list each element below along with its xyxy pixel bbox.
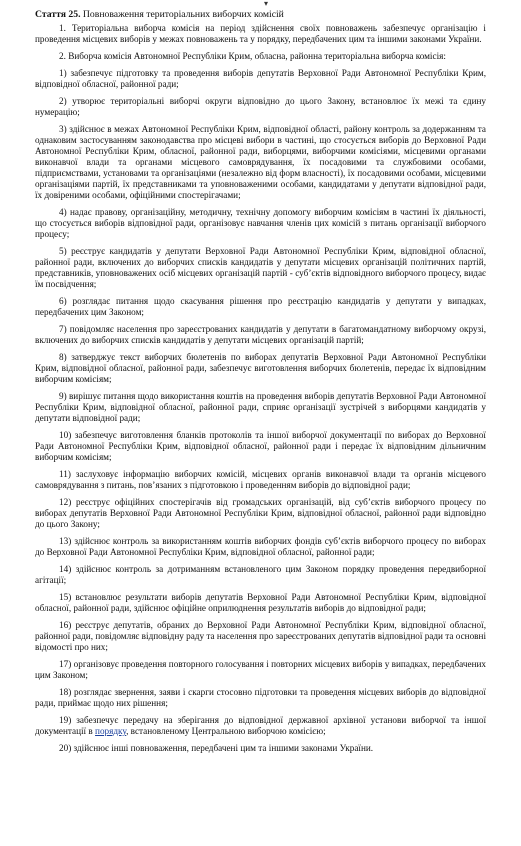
clause-19-text-before: 19) забезпечує передачу на зберігання до відповідної державної архівної установи виборчої та іншої документації в (35, 715, 486, 736)
clause-8: 8) затверджує текст виборчих бюлетенів по виборах депутатів Верховної Ради Автономної Республіки Крим, відповідної обласної, районної ради, забезпечує виготовлення виборчих бюлетенів, передає їх відповідним виборчим комісіям; (35, 352, 486, 384)
article-body (35, 23, 486, 760)
clause-1: 1) забезпечує підготовку та проведення виборів депутатів Верховної Ради Автономної Республіки Крим, відповідної обласної, районної ради; (35, 68, 486, 89)
clause-7: 7) повідомляє населення про зареєстрованих кандидатів у депутати в багатомандатному виборчому окрузі, включених до виборчих списків кандидатів у депутати місцевих організацій партій; (35, 324, 486, 345)
clause-17: 17) організовує проведення повторного голосування і повторних місцевих виборів у випадках, передбачених цим Законом; (35, 659, 486, 680)
clause-5: 5) реєструє кандидатів у депутати Верховної Ради Автономної Республіки Крим, відповідної обласної, районної ради, включених до виборчих списків кандидатів у депутати місцевих організацій політичних партій, представників, уповноважених осіб місцевих організацій партій - суб’єктів відповідного виборчого процесу, видає їм посвідчення; (35, 246, 486, 289)
clause-3: 3) здійснює в межах Автономної Республіки Крим, відповідної області, району контроль за додержанням та однаковим застосуванням законодавства про місцеві вибори в частині, що стосується виборів до Верховної Ради Автономної Республіки Крим, обласної, районної ради, виборцями, виборчими комісіями, місцевими органами виконавчої влади та органами місцевого самоврядування, їх посадовими та службовими особами, підприємствами, установами та організаціями (незалежно від форм власності), їх посадовими особами, місцевими організаціями партій, їх представниками та уповноваженими особами, кандидатами у депутати відповідної ради, їх довіреними особами, офіційними спостерігачами; (35, 124, 486, 200)
clause-20: 20) здійснює інші повноваження, передбачені цим та іншими законами України. (59, 743, 374, 753)
article-title (35, 9, 284, 20)
clause-15: 15) встановлює результати виборів депутатів Верховної Ради Автономної Республіки Крим, відповідної обласної, районної ради, здійснює офіційне оприлюднення результатів виборів до відповідної ради; (35, 592, 486, 613)
clause-13: 13) здійснює контроль за використанням коштів виборчих фондів суб’єктів виборчого процесу по виборах до Верховної Ради Автономної Республіки Крим, відповідної обласної, районної ради; (35, 536, 486, 557)
scroll-marker-icon: ▾ (264, 0, 269, 8)
clause-14: 14) здійснює контроль за дотриманням встановленого цим Законом порядку проведення передвиборної агітації; (35, 564, 486, 585)
clause-19 (35, 715, 486, 737)
clause-6: 6) розглядає питання щодо скасування рішення про реєстрацію кандидатів у депутати у випадках, передбачених цим Законом; (35, 296, 486, 317)
clause-9: 9) вирішує питання щодо використання коштів на проведення виборів депутатів Верховної Ради Автономної Республіки Крим, відповідної обласної, районної ради, сприяє організації зустрічей з виборцями кандидатів у депутати відповідної ради; (35, 391, 486, 423)
paragraph-2: 2. Виборча комісія Автономної Республіки Крим, обласна, районна територіальна виборча комісія: (59, 51, 446, 61)
clause-16: 16) реєструє депутатів, обраних до Верховної Ради Автономної Республіки Крим, відповідної обласної, районної ради, повідомляє відповідну раду та населення про зареєстрованих депутатів відповідної ради та основні відомості про них; (35, 620, 486, 652)
article-heading: Повноваження територіальних виборчих комісій (82, 9, 284, 20)
clause-18: 18) розглядає звернення, заяви і скарги стосовно підготовки та проведення місцевих виборів до відповідної ради, приймає щодо них рішення; (35, 687, 486, 708)
paragraph-1: 1. Територіальна виборча комісія на період здійснення своїх повноважень забезпечує організацію і проведення місцевих виборів у межах повноважень та у порядку, передбачених цим та іншими законами України. (35, 23, 486, 44)
clause-11: 11) заслуховує інформацію виборчих комісій, місцевих органів виконавчої влади та органів місцевого самоврядування з питань, пов’язаних з підготовкою і проведенням виборів до відповідної ради; (35, 469, 486, 490)
clause-12: 12) реєструє офіційних спостерігачів від громадських організацій, від суб’єктів виборчого процесу по виборах депутатів Верховної Ради Автономної Республіки Крим, відповідної обласної, районної ради відповідно до цього Закону; (35, 497, 486, 529)
clause-4: 4) надає правову, організаційну, методичну, технічну допомогу виборчим комісіям в частині їх діяльності, що стосується виборів відповідної ради, організовує навчання членів цих комісій з питань організації виборчого процесу; (35, 207, 486, 239)
clause-2: 2) утворює територіальні виборчі округи відповідно до цього Закону, встановлює їх межі та єдину нумерацію; (35, 96, 486, 117)
clause-19-text-after: , встановленому Центральною виборчою комісією; (126, 726, 326, 736)
order-link[interactable]: порядку (95, 726, 127, 736)
article-number: Стаття 25. (35, 9, 81, 20)
clause-10: 10) забезпечує виготовлення бланків протоколів та іншої виборчої документації по виборах до Верховної Ради Автономної Республіки Крим, відповідної обласної, районної ради і передає їх відповідним дільничним виборчим комісіям; (35, 430, 486, 462)
